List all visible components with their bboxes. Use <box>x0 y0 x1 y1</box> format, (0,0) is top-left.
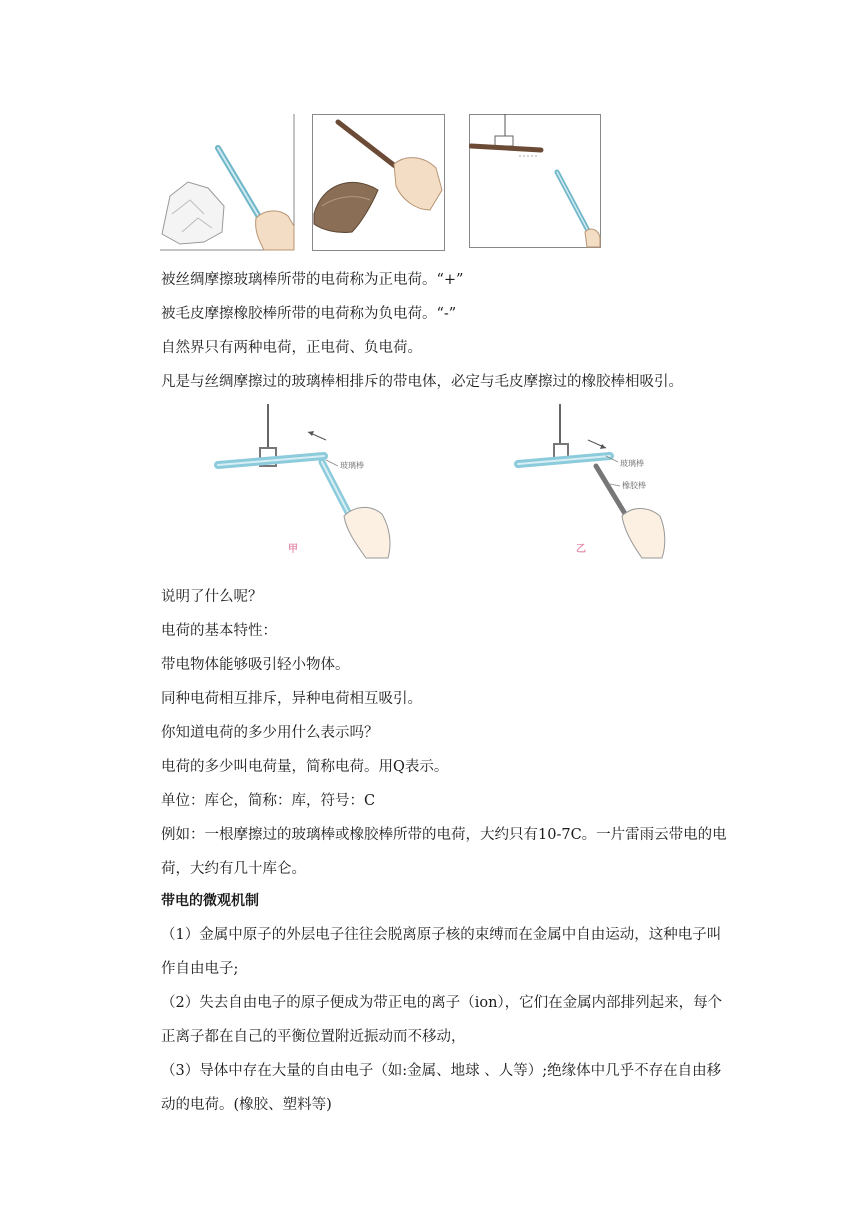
caption-jia: 甲 <box>288 544 298 555</box>
label-glass-rod: 玻璃棒 <box>620 459 644 468</box>
glass-rod-icon <box>322 462 352 520</box>
list-item: （3）导体中存在大量的自由电子（如:金属、地球 、人等）;绝缘体中几乎不存在自由移动的电荷。(橡胶、塑料等) <box>161 1063 722 1113</box>
paragraph-two-charges: 自然界只有两种电荷，正电荷、负电荷。 <box>161 340 422 356</box>
paragraph-question: 说明了什么呢？ <box>161 589 263 605</box>
figure-yi <box>514 404 674 560</box>
suspended-glass-rod-icon <box>218 456 324 465</box>
suspended-glass-rod-icon <box>518 456 610 464</box>
hand-icon <box>585 229 600 247</box>
silk-glass-figure <box>160 114 296 251</box>
paragraph-like-unlike-charges: 同种电荷相互排斥，异种电荷相互吸引。 <box>161 691 422 707</box>
silk-cloth-icon <box>162 182 224 244</box>
paragraph-attract-light-objects: 带电物体能够吸引轻小物体。 <box>161 657 350 673</box>
hand-icon <box>256 211 294 250</box>
section-title: 带电的微观机制 <box>161 893 259 909</box>
paragraph-charge-amount-question: 你知道电荷的多少用什么表示吗？ <box>161 725 379 741</box>
paragraph-positive-charge: 被丝绸摩擦玻璃棒所带的电荷称为正电荷。“+” <box>161 272 464 288</box>
hand-icon <box>344 507 390 558</box>
paragraph-repel-attract: 凡是与丝绸摩擦过的玻璃棒相排斥的带电体，必定与毛皮摩擦过的橡胶棒相吸引。 <box>161 374 683 390</box>
arrow-icon <box>308 431 326 440</box>
caption-yi: 乙 <box>576 544 586 555</box>
label-glass-rod: 玻璃棒 <box>340 461 364 470</box>
paragraph-unit: 单位：库仑，简称：库，符号：C <box>161 793 376 809</box>
paragraph-negative-charge: 被毛皮摩擦橡胶棒所带的电荷称为负电荷。“-” <box>161 306 457 322</box>
hand-icon <box>622 509 665 559</box>
list-item: （1）金属中原子的外层电子往往会脱离原子核的束缚而在金属中自由运动，这种电子叫作自由电子; <box>161 927 722 977</box>
paragraph-charge-quantity: 电荷的多少叫电荷量，简称电荷。用Q表示。 <box>161 759 449 775</box>
paragraph-basic-properties: 电荷的基本特性： <box>161 623 277 639</box>
arrow-icon <box>588 440 606 449</box>
string-icon <box>554 404 568 462</box>
paragraph-example: 例如：一根摩擦过的玻璃棒或橡胶棒所带的电荷，大约只有10-7C。一片雷雨云带电的电荷，大约有几十库仑。 <box>161 827 727 877</box>
fur-rubber-figure <box>312 114 445 251</box>
suspended-rod-figure <box>469 114 601 248</box>
list-item: （2）失去自由电子的原子便成为带正电的离子（ion），它们在金属内部排列起来，每个正离子都在自己的平衡位置附近振动而不移动， <box>161 995 723 1045</box>
figure-jia <box>214 404 404 560</box>
label-rubber-rod: 橡胶棒 <box>622 481 646 490</box>
